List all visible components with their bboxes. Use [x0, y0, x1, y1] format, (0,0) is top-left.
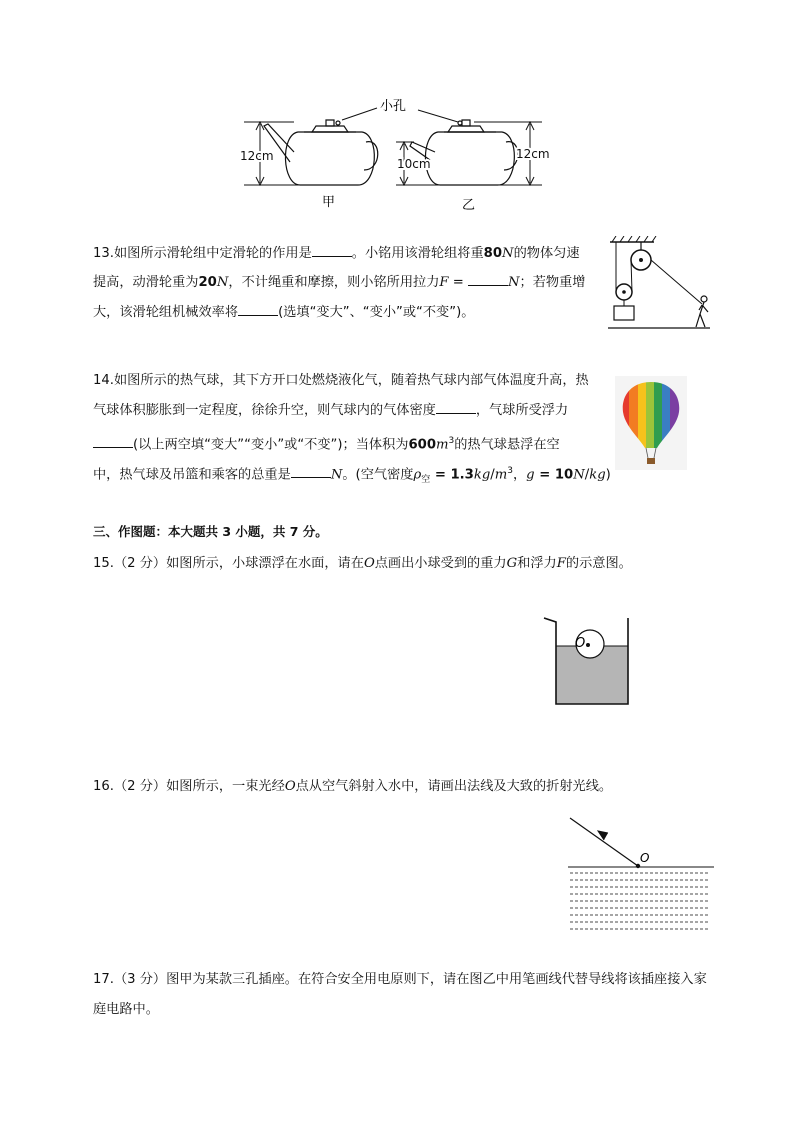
hole-pointer-left: [342, 108, 377, 120]
pulley-figure: [604, 236, 714, 330]
hole-pointer-right: [418, 110, 458, 122]
beaker-point-label: O: [575, 636, 586, 651]
q15-text: 15.（2 分）如图所示，小球漂浮在水面，请在O点画出小球受到的重力G和浮力F的示意图。: [93, 556, 632, 571]
q14-blank-1: [436, 399, 476, 414]
q13-blank-1: [312, 242, 352, 257]
q14-line-2: 气球体积膨胀到一定程度，徐徐升空，则气球内的气体密度 ，气球所受浮力: [93, 397, 568, 425]
q13-line-1: 13.如图所示滑轮组中定滑轮的作用是 。小铭用该滑轮组将重80N的物体匀速: [93, 240, 580, 268]
q16-text: 16.（2 分）如图所示，一束光经O点从空气斜射入水中，请画出法线及大致的折射光线。: [93, 779, 613, 794]
kettle-figure: [230, 90, 560, 220]
beaker-figure: [540, 612, 640, 708]
left-height-label: 12cm: [240, 149, 274, 163]
q17-line-1: 17.（3 分）图甲为某款三孔插座。在符合安全用电原则下，请在图乙中用笔画线代替导线将该插座接入家: [93, 972, 707, 987]
kettle-left: [264, 120, 378, 185]
hot-air-balloon-figure: [615, 376, 687, 470]
right-inner-height-label: 10cm: [397, 157, 431, 171]
right-outer-height-label: 12cm: [516, 147, 550, 161]
q14-blank-2: [93, 433, 133, 448]
load-block: [614, 306, 634, 320]
caption-left: 甲: [322, 195, 336, 210]
water-waves: [570, 873, 710, 929]
q13-blank-2: [468, 271, 508, 286]
q14-blank-3: [291, 463, 331, 478]
q14-line-1: 14.如图所示的热气球，其下方开口处燃烧液化气，随着热气球内部气体温度升高，热: [93, 373, 589, 388]
refraction-point-label: O: [640, 851, 650, 865]
section-3-heading: 三、作图题：本大题共 3 小题，共 7 分。: [93, 524, 328, 539]
q13-line-3: 大，该滑轮组机械效率将 (选填“变大”、“变小”或“不变”)。: [93, 299, 474, 327]
incident-ray: [570, 818, 638, 866]
balloon-basket: [647, 458, 655, 464]
q14-line-4: 中，热气球及吊篮和乘客的总重是 N。(空气密度$\rho_空 = 1.3kg/m^3$，g = 10N/kg): [93, 457, 611, 494]
q13-blank-3: [238, 301, 278, 316]
hole-label: 小孔: [380, 99, 407, 114]
refraction-figure: [560, 810, 720, 935]
q14-line-3: (以上两空填“变大”“变小”或“不变”)；当体积为$600m^3$的热气球悬浮在空: [93, 427, 560, 459]
q17-line-2: 庭电路中。: [93, 1002, 159, 1017]
caption-right: 乙: [462, 198, 476, 213]
q13-line-2: 提高，动滑轮重为20N，不计绳重和摩擦，则小铭所用拉力F = N；若物重增: [93, 269, 585, 297]
kettle-right: [410, 120, 518, 185]
